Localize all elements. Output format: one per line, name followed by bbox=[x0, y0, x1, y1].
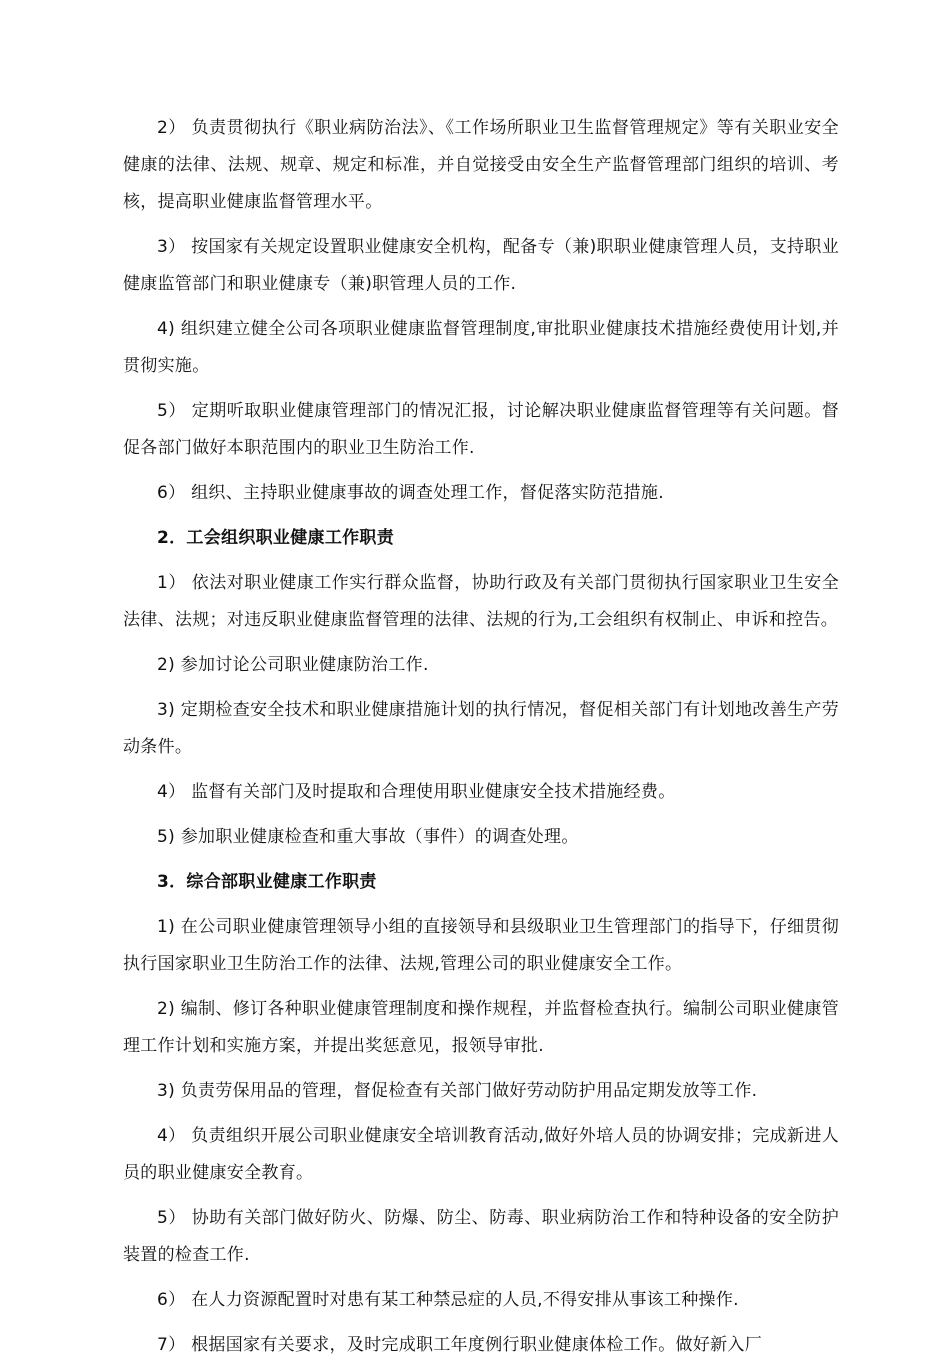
paragraph: 5） 定期听取职业健康管理部门的情况汇报，讨论解决职业健康监督管理等有关问题。督促各部门做好本职范围内的职业卫生防治工作. bbox=[123, 401, 839, 458]
paragraph: 3） 按国家有关规定设置职业健康安全机构，配备专（兼)职职业健康管理人员，支持职业健康监管部门和职业健康专（兼)职管理人员的工作. bbox=[123, 237, 839, 294]
paragraph: 4） 负责组织开展公司职业健康安全培训教育活动,做好外培人员的协调安排；完成新进人员的职业健康安全教育。 bbox=[123, 1126, 839, 1183]
paragraph: 2) 编制、修订各种职业健康管理制度和操作规程，并监督检查执行。编制公司职业健康管理工作计划和实施方案，并提出奖惩意见，报领导审批. bbox=[123, 999, 839, 1056]
paragraph: 2) 参加讨论公司职业健康防治工作. bbox=[157, 655, 429, 675]
paragraph: 4) 组织建立健全公司各项职业健康监督管理制度,审批职业健康技术措施经费使用计划,并贯彻实施。 bbox=[123, 319, 839, 376]
paragraph: 3) 定期检查安全技术和职业健康措施计划的执行情况，督促相关部门有计划地改善生产劳动条件。 bbox=[123, 700, 839, 757]
paragraph: 1） 依法对职业健康工作实行群众监督，协助行政及有关部门贯彻执行国家职业卫生安全法律、法规；对违反职业健康监督管理的法律、法规的行为,工会组织有权制止、申诉和控告。 bbox=[123, 573, 839, 630]
paragraph: 7） 根据国家有关要求，及时完成职工年度例行职业健康体检工作。做好新入厂 bbox=[157, 1335, 763, 1355]
paragraph: 6） 在人力资源配置时对患有某工种禁忌症的人员,不得安排从事该工种操作. bbox=[157, 1290, 739, 1310]
paragraph: 5) 参加职业健康检查和重大事故（事件）的调查处理。 bbox=[157, 827, 579, 847]
section-heading: 2．工会组织职业健康工作职责 bbox=[157, 528, 395, 548]
paragraph: 5） 协助有关部门做好防火、防爆、防尘、防毒、职业病防治工作和特种设备的安全防护装置的检查工作. bbox=[123, 1208, 839, 1265]
paragraph: 3) 负责劳保用品的管理，督促检查有关部门做好劳动防护用品定期发放等工作. bbox=[157, 1081, 758, 1101]
paragraph: 2） 负责贯彻执行《职业病防治法》、《工作场所职业卫生监督管理规定》等有关职业安全健康的法律、法规、规章、规定和标准，并自觉接受由安全生产监督管理部门组织的培训、考核，提高职业健康监督管理水平。 bbox=[123, 118, 839, 212]
paragraph: 1) 在公司职业健康管理领导小组的直接领导和县级职业卫生管理部门的指导下，仔细贯彻执行国家职业卫生防治工作的法律、法规,管理公司的职业健康安全工作。 bbox=[123, 917, 839, 974]
paragraph: 4） 监督有关部门及时提取和合理使用职业健康安全技术措施经费。 bbox=[157, 782, 676, 802]
paragraph: 6） 组织、主持职业健康事故的调查处理工作，督促落实防范措施. bbox=[157, 483, 664, 503]
section-heading: 3．综合部职业健康工作职责 bbox=[157, 872, 377, 892]
document-body bbox=[123, 110, 839, 1372]
